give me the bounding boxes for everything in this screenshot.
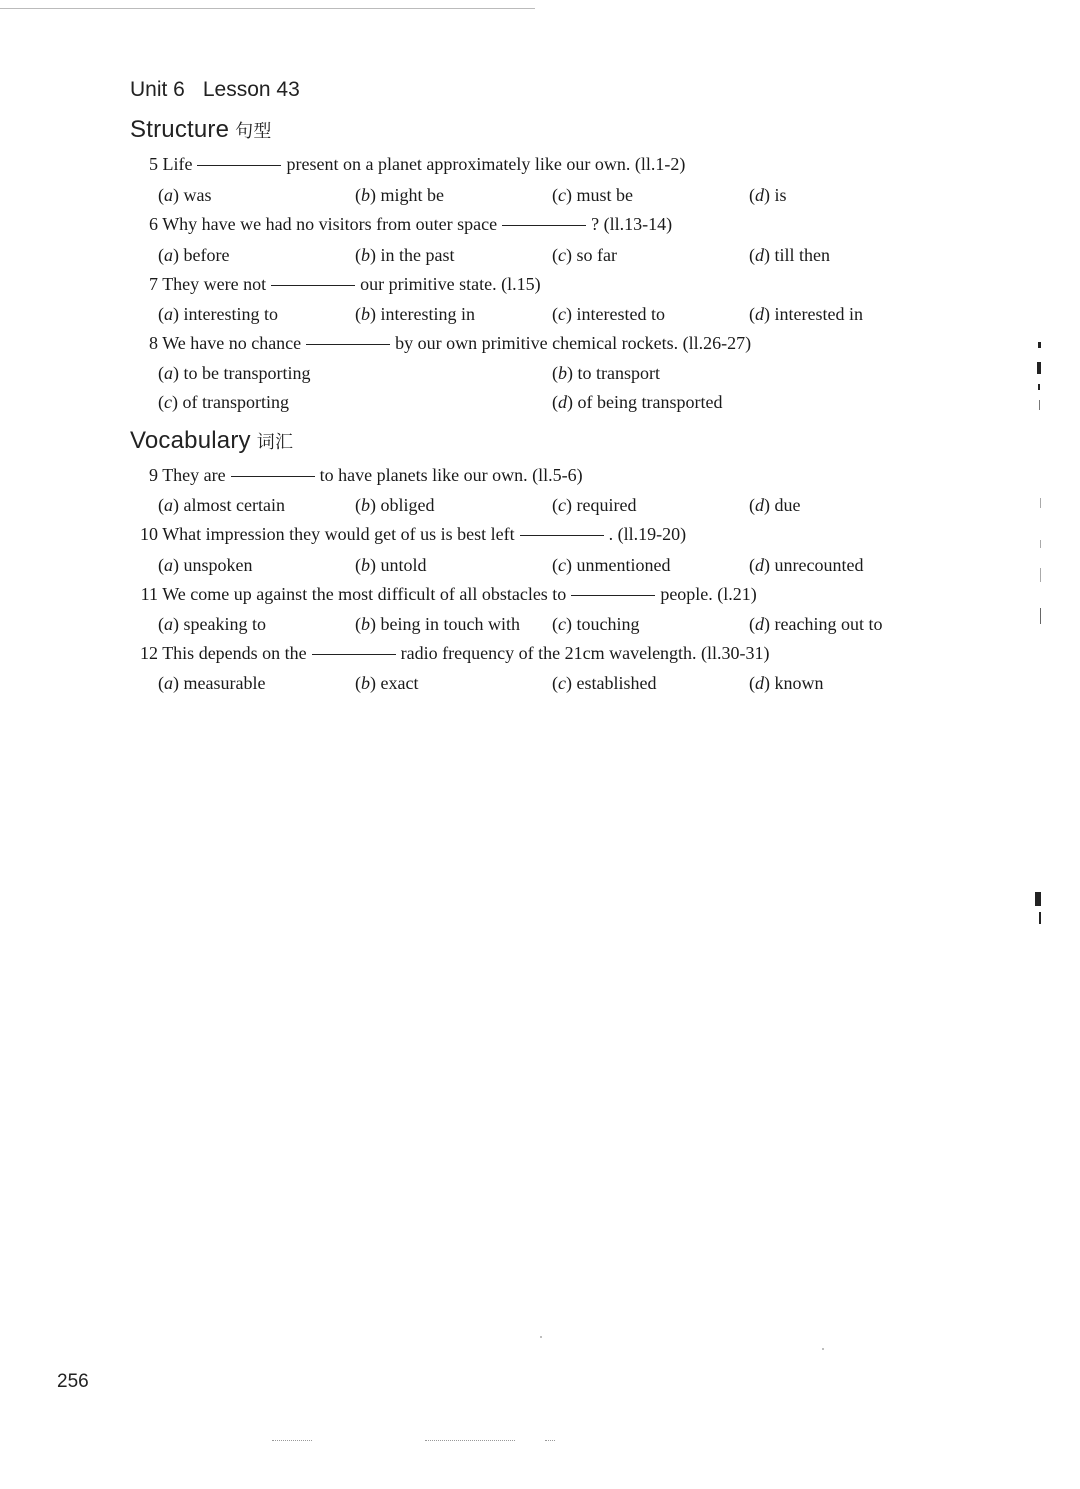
- section-title-vocabulary: [130, 427, 293, 455]
- option-b: (b) in the past: [355, 245, 455, 265]
- option-a: (a) to be transporting: [158, 363, 311, 383]
- question-text-before: This depends on the: [162, 643, 307, 663]
- option-b: (b) obliged: [355, 495, 435, 515]
- scan-mark: [1040, 568, 1041, 582]
- option-b: (b) being in touch with: [355, 614, 520, 634]
- option-c: (c) touching: [552, 614, 640, 634]
- option-c: (c) of transporting: [158, 392, 289, 412]
- scan-mark: [1038, 384, 1040, 390]
- option-c: (c) required: [552, 495, 637, 515]
- option-b: (b) interesting in: [355, 304, 475, 324]
- question-number: 9: [149, 465, 158, 485]
- option-a: (a) interesting to: [158, 304, 278, 324]
- answer-blank: [231, 475, 315, 477]
- question-text-after: our primitive state. (l.15): [360, 274, 541, 294]
- question-text-before: Life: [162, 154, 193, 174]
- option-d: (d) known: [749, 673, 824, 693]
- page-header: [130, 78, 318, 102]
- scan-dots: [272, 1440, 312, 1442]
- question-number: 10: [140, 524, 158, 544]
- scan-mark: [1039, 400, 1040, 410]
- option-c: (c) so far: [552, 245, 617, 265]
- question-6: [130, 214, 672, 235]
- structure-title-zh: 句型: [235, 121, 272, 142]
- option-d: (d) interested in: [749, 304, 863, 324]
- unit-label: Unit 6: [130, 78, 185, 101]
- option-a: (a) speaking to: [158, 614, 266, 634]
- lesson-label: Lesson 43: [202, 78, 300, 101]
- question-5: [130, 154, 685, 175]
- question-text-after: . (ll.19-20): [608, 524, 687, 544]
- vocabulary-title-zh: 词汇: [256, 432, 294, 453]
- scan-mark: [1035, 892, 1041, 906]
- answer-blank: [271, 284, 355, 286]
- option-a: (a) before: [158, 245, 230, 265]
- scan-speck: [540, 1336, 542, 1338]
- option-a: (a) unspoken: [158, 555, 253, 575]
- answer-blank: [306, 343, 390, 345]
- top-rule: [0, 8, 535, 9]
- question-text-after: to have planets like our own. (ll.5-6): [319, 465, 583, 485]
- scan-dots: [425, 1440, 515, 1442]
- question-number: 6: [149, 214, 158, 234]
- answer-blank: [502, 224, 586, 226]
- question-text-before: What impression they would get of us is best left: [162, 524, 515, 544]
- answer-blank: [197, 164, 281, 166]
- scan-speck: [822, 1348, 824, 1350]
- scan-mark: [1037, 362, 1041, 374]
- option-c: (c) established: [552, 673, 657, 693]
- option-c: (c) interested to: [552, 304, 665, 324]
- option-c: (c) must be: [552, 185, 633, 205]
- option-d: (d) of being transported: [552, 392, 723, 412]
- question-text-before: Why have we had no visitors from outer space: [162, 214, 498, 234]
- option-b: (b) might be: [355, 185, 444, 205]
- question-text-before: We have no chance: [162, 333, 302, 353]
- question-8: [130, 333, 751, 354]
- question-text-after: people. (l.21): [660, 584, 757, 604]
- option-b: (b) untold: [355, 555, 427, 575]
- scan-mark: [1039, 912, 1041, 924]
- scan-mark: [1040, 498, 1041, 508]
- scan-dots: [545, 1440, 555, 1442]
- option-c: (c) unmentioned: [552, 555, 671, 575]
- vocabulary-title: Vocabulary: [130, 427, 251, 454]
- scan-mark: [1040, 608, 1041, 624]
- question-number: 8: [149, 333, 158, 353]
- scan-mark: [1040, 540, 1041, 548]
- option-a: (a) almost certain: [158, 495, 285, 515]
- question-text-after: ? (ll.13-14): [591, 214, 673, 234]
- question-text-after: radio frequency of the 21cm wavelength. (ll.30-31): [400, 643, 770, 663]
- answer-blank: [312, 653, 396, 655]
- section-title-structure: [130, 116, 272, 144]
- answer-blank: [571, 594, 655, 596]
- question-number: 12: [140, 643, 158, 663]
- option-d: (d) till then: [749, 245, 830, 265]
- option-d: (d) due: [749, 495, 801, 515]
- question-9: [130, 465, 583, 486]
- option-b: (b) exact: [355, 673, 419, 693]
- option-d: (d) unrecounted: [749, 555, 864, 575]
- question-text-after: present on a planet approximately like our own. (ll.1-2): [286, 154, 686, 174]
- question-text-before: We come up against the most difficult of all obstacles to: [162, 584, 567, 604]
- page-number: 256: [57, 1371, 89, 1392]
- question-text-after: by our own primitive chemical rockets. (ll.26-27): [395, 333, 752, 353]
- question-text-before: They were not: [162, 274, 267, 294]
- answer-blank: [520, 534, 604, 536]
- option-a: (a) measurable: [158, 673, 266, 693]
- option-b: (b) to transport: [552, 363, 660, 383]
- question-10: [130, 524, 686, 545]
- question-11: [130, 584, 757, 605]
- scan-mark: [1038, 342, 1041, 348]
- question-text-before: They are: [162, 465, 226, 485]
- question-number: 5: [149, 154, 158, 174]
- question-number: 11: [140, 584, 158, 604]
- structure-title: Structure: [130, 116, 230, 143]
- option-a: (a) was: [158, 185, 212, 205]
- question-12: [130, 643, 770, 664]
- question-7: [130, 274, 541, 295]
- option-d: (d) reaching out to: [749, 614, 883, 634]
- question-number: 7: [149, 274, 158, 294]
- option-d: (d) is: [749, 185, 787, 205]
